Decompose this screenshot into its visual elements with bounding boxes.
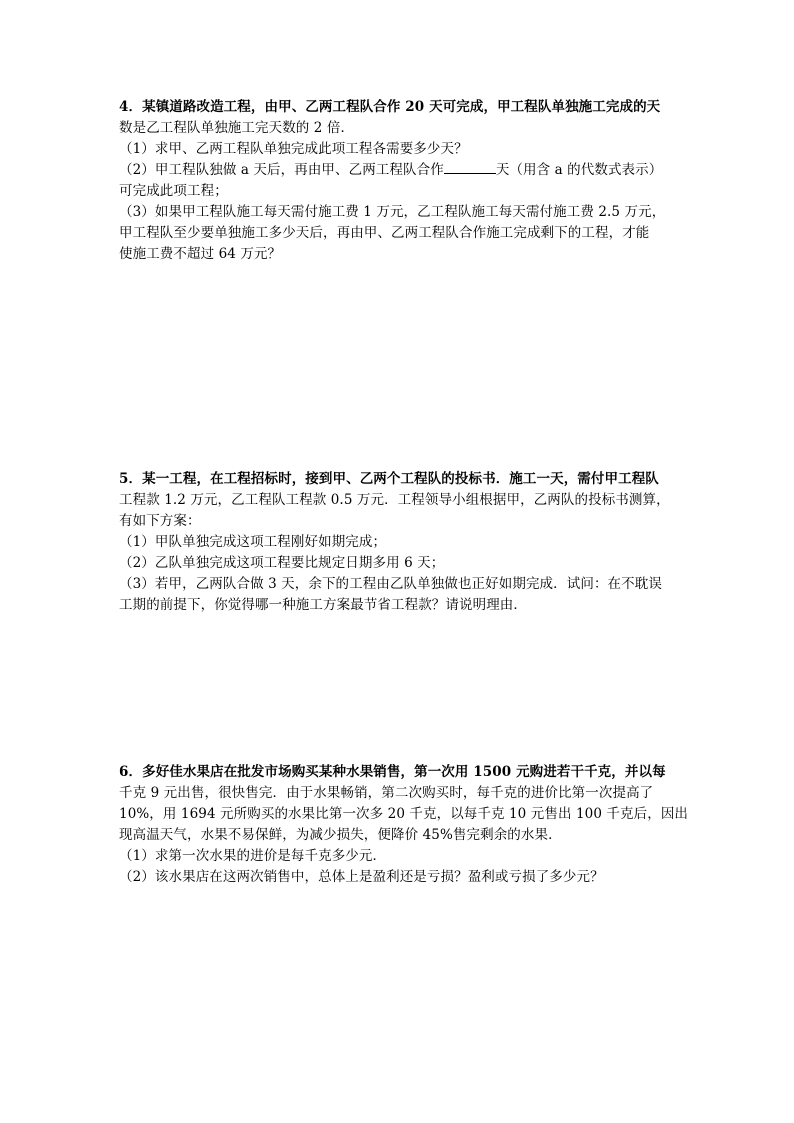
problem-4-question-2 [119, 160, 694, 181]
problem-5-option-2: （2）乙队单独完成这项工程要比规定日期多用 6 天； [119, 555, 445, 571]
problem-4-question-3: （3）如果甲工程队施工每天需付施工费 1 万元，乙工程队施工每天需付施工费 2.5 万元， [119, 204, 666, 220]
problem-6-line-1: 6．多好佳水果店在批发市场购买某种水果销售，第一次用 1500 元购进若干千克，并以每 [119, 764, 666, 780]
problem-4-line-2: 数是乙工程队单独施工完天数的 2 倍． [119, 120, 355, 136]
problem-6-question-1: （1）求第一次水果的进价是每千克多少元． [119, 848, 387, 864]
problem-5 [119, 469, 694, 616]
problem-4 [119, 97, 694, 265]
problem-5-line-1: 5．某一工程，在工程招标时，接到甲、乙两个工程队的投标书．施工一天，需付甲工程队 [119, 471, 659, 487]
problem-5-question: 工期的前提下，你觉得哪一种施工方案最节省工程款？请说明理由． [119, 597, 527, 613]
problem-4-question-3-line-2: 甲工程队至少要单独施工多少天后，再由甲、乙两工程队合作施工完成剩下的工程，才能 [119, 225, 650, 241]
problem-4-question-2-part-b: 天（用含 a 的代数式表示） [495, 162, 663, 178]
problem-5-option-1: （1）甲队单独完成这项工程刚好如期完成； [119, 534, 387, 550]
problem-6-line-4: 现高温天气，水果不易保鲜，为减少损失，便降价 45%售完剩余的水果． [119, 827, 562, 843]
problem-6-line-2: 千克 9 元出售，很快售完．由于水果畅销，第二次购买时，每千克的进价比第一次提高了 [119, 785, 654, 801]
problem-4-question-1: （1）求甲、乙两工程队单独完成此项工程各需要多少天？ [119, 141, 468, 157]
problem-6 [119, 762, 694, 888]
problem-4-question-2-continued: 可完成此项工程； [119, 183, 228, 199]
problem-4-line-1: 4．某镇道路改造工程，由甲、乙两工程队合作 20 天可完成，甲工程队单独施工完成的天 [119, 99, 661, 115]
problem-6-question-2: （2）该水果店在这两次销售中，总体上是盈利还是亏损？盈利或亏损了多少元？ [119, 869, 604, 885]
problem-5-line-3: 有如下方案： [119, 513, 201, 529]
problem-5-option-3: （3）若甲，乙两队合做 3 天，余下的工程由乙队单独做也正好如期完成．试问：在不耽误 [119, 576, 662, 592]
problem-6-line-3: 10%，用 1694 元所购买的水果比第一次多 20 千克，以每千克 10 元售出 100 千克后，因出 [119, 806, 689, 822]
problem-5-line-2: 工程款 1.2 万元，乙工程队工程款 0.5 万元．工程领导小组根据甲，乙两队的投标书测算， [119, 492, 670, 508]
problem-4-question-2-part-a: （2）甲工程队独做 a 天后，再由甲、乙两工程队合作 [119, 162, 444, 178]
answer-blank[interactable] [444, 160, 496, 174]
problem-4-question-3-line-3: 使施工费不超过 64 万元？ [119, 246, 282, 262]
